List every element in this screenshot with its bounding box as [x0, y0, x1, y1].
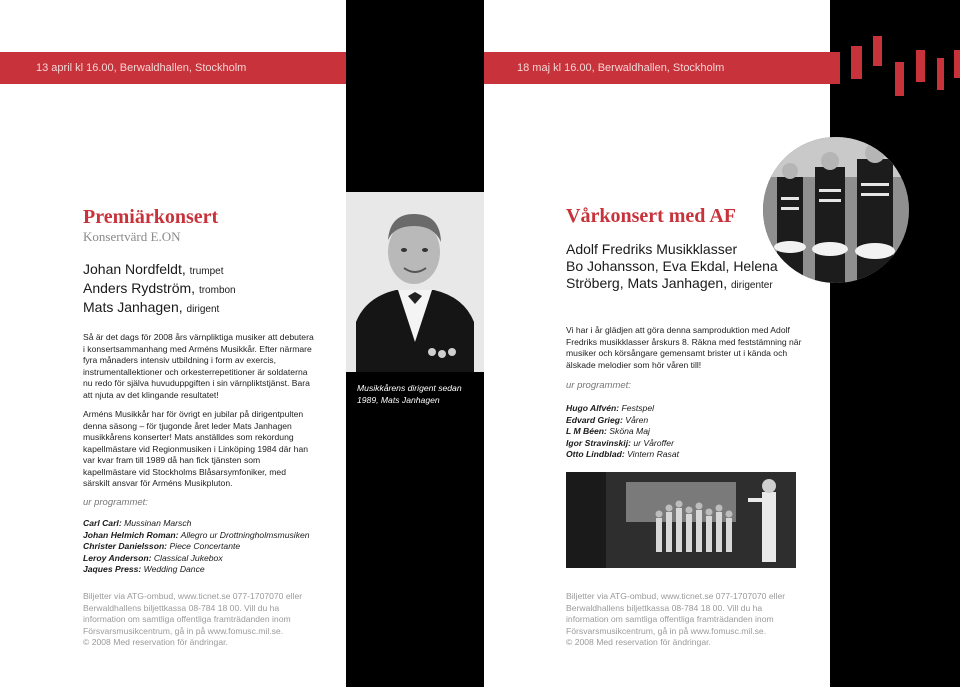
program-item: Jaques Press: Wedding Dance [83, 564, 205, 574]
program-item: Igor Stravinskij: ur Våroffer [566, 437, 674, 448]
right-date-text: 18 maj kl 16.00, Berwaldhallen, Stockholm [517, 62, 725, 74]
left-concert-subtitle: Konsertvärd E.ON [83, 229, 181, 244]
right-concert-title: Vårkonsert med AF [566, 205, 736, 227]
footer-line: Biljetter via ATG-ombud, www.ticnet.se 077-1707070 eller [566, 591, 786, 601]
right-program-heading: ur programmet: [566, 380, 631, 391]
performer-line: Bo Johansson, Eva Ekdal, Helena [566, 258, 778, 274]
footer-line: Försvarsmusikcentrum, gå in på www.fomusc.mil.se. [566, 625, 767, 636]
footer-line: Berwaldhallens biljettkassa 08-784 18 00. Vill du ha [566, 602, 763, 613]
left-body-text [83, 332, 315, 498]
left-performers [83, 261, 333, 318]
program-item: Johan Helmich Roman: Allegro ur Drottningholmsmusiken [83, 529, 310, 540]
choir-rehearsal-photo [566, 472, 796, 568]
left-footer [83, 591, 333, 649]
performer-line: Anders Rydström, trombon [83, 280, 236, 296]
portrait-caption [357, 383, 477, 406]
military-band-circle-photo [763, 137, 909, 283]
footer-line: © 2008 Med reservation för ändringar. [83, 637, 228, 647]
program-item: Carl Carl: Mussinan Marsch [83, 518, 192, 528]
program-item: Otto Lindblad: Vintern Rasat [566, 449, 680, 459]
program-item: L M Béen: Sköna Maj [566, 426, 650, 436]
footer-line: Berwaldhallens biljettkassa 08-784 18 00. Vill du ha [83, 602, 280, 613]
footer-line: information om samtliga offentliga framträdanden inom [83, 614, 291, 624]
left-paragraph-1: Så är det dags för 2008 års värnpliktiga musiker att debutera i konsertsammanhang med Arméns Musikkår. Efter närmare fyra månaders intensiv utbildning i form av exercis, instrumentallektioner och orkesterrepetitioner är soldaterna nu redo för själva huvuduppgiften i sin värnpliktstjänst. Bara att njuta av det klingande resultatet! [83, 332, 314, 400]
footer-line: Biljetter via ATG-ombud, www.ticnet.se 077-1707070 eller [83, 591, 303, 601]
program-item: Leroy Anderson: Classical Jukebox [83, 552, 223, 563]
left-date-text: 13 april kl 16.00, Berwaldhallen, Stockholm [36, 62, 247, 74]
program-item: Edvard Grieg: Våren [566, 414, 649, 425]
left-program-list [83, 518, 333, 576]
performer-line: Johan Nordfeldt, trumpet [83, 261, 224, 277]
performer-line: Mats Janhagen, dirigent [83, 299, 220, 315]
left-program-heading: ur programmet: [83, 497, 148, 508]
footer-line: Försvarsmusikcentrum, gå in på www.fomusc.mil.se. [83, 625, 284, 636]
left-concert-title: Premiärkonsert [83, 206, 219, 228]
right-date-band [484, 52, 840, 84]
footer-line: information om samtliga offentliga framträdanden inom [566, 614, 774, 624]
right-black-column [830, 0, 960, 687]
right-body-text: Vi har i år glädjen att göra denna samproduktion med Adolf Fredriks musikklasser årskurs 8. Räkna med feststämning när musiker och körsångare gemensamt brister ut i kända och älskade melodier som hör våren till! [566, 325, 802, 370]
footer-line: © 2008 Med reservation för ändringar. [566, 637, 711, 647]
right-footer [566, 591, 816, 649]
right-program-list [566, 403, 816, 461]
caption-line-1: Musikkårens dirigent sedan [357, 383, 462, 393]
conductor-portrait-photo [346, 192, 484, 372]
performer-line: Adolf Fredriks Musikklasser [566, 241, 738, 257]
left-paragraph-2: Arméns Musikkår har för övrigt en jubilar på dirigentpulten denna säsong – för tjugonde året leder Mats Janhagen musikkårens konserter! Mats anställdes som rekordung kapellmästare vid Regionmusiken i Linköping 1984 där han var kvar fram till 1989 då han fick tjänsten som kapellmästare vid Stockholms Blåsarsymfoniker, med särskilt ansvar för Arméns Musikpluton. [83, 409, 309, 488]
program-item: Hugo Alfvén: Festspel [566, 403, 655, 413]
left-date-band [0, 52, 346, 84]
caption-line-2: 1989, Mats Janhagen [357, 394, 440, 405]
program-item: Christer Danielsson: Piece Concertante [83, 541, 241, 551]
performer-line: Ströberg, Mats Janhagen, dirigenter [566, 275, 773, 291]
